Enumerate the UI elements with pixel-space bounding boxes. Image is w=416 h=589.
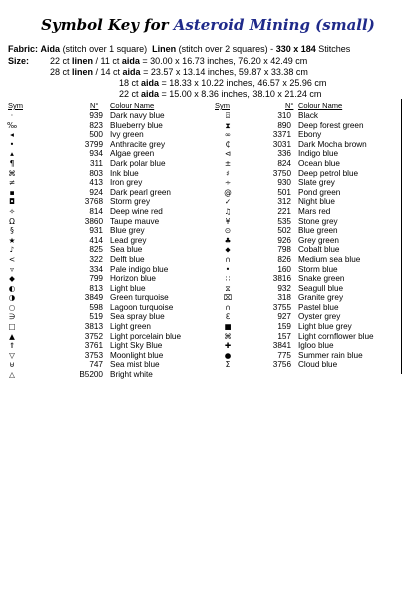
- row-number: 413: [89, 178, 103, 188]
- row-colour-name: Dark polar blue: [110, 158, 166, 168]
- right-symbol-table: [205, 111, 401, 370]
- row-number: 221: [277, 206, 291, 216]
- row-symbol: ∩: [225, 254, 231, 264]
- row-symbol: ◘: [9, 197, 15, 207]
- table-row: [205, 217, 401, 227]
- row-symbol: ✧: [8, 206, 16, 216]
- pattern-name: Asteroid Mining (small): [173, 16, 375, 34]
- table-row: [0, 207, 205, 217]
- row-colour-name: Pastel blue: [298, 302, 339, 312]
- table-row: [0, 169, 205, 179]
- fabric-stitches: 330 x 184: [275, 44, 316, 54]
- size-line-1: [50, 67, 308, 78]
- table-row: [205, 322, 401, 332]
- row-symbol: Σ: [225, 360, 231, 370]
- fabric-stitches-word: Stitches: [318, 44, 351, 54]
- row-number: 322: [89, 254, 103, 264]
- row-symbol: ℇ: [225, 312, 231, 322]
- table-row: [205, 341, 401, 351]
- table-row: [205, 140, 401, 150]
- row-number: 3371: [272, 130, 291, 140]
- row-symbol: ♯: [226, 168, 230, 178]
- table-row: [205, 149, 401, 159]
- row-number: 3756: [272, 360, 291, 370]
- row-symbol: ⌧: [223, 293, 233, 303]
- table-row: [0, 159, 205, 169]
- title-prefix: Symbol Key for: [41, 16, 174, 34]
- row-number: 930: [277, 178, 291, 188]
- size-pre: 22 ct: [119, 89, 142, 99]
- row-colour-name: Indigo blue: [298, 149, 339, 159]
- fabric-aida-note: (stitch over 1 square): [62, 44, 148, 54]
- num-header: N°: [90, 101, 99, 110]
- row-number: 3031: [272, 139, 291, 149]
- row-colour-name: Cobalt blue: [298, 245, 340, 255]
- table-row: [205, 207, 401, 217]
- row-colour-name: Lagoon turquoise: [110, 302, 174, 312]
- row-symbol: ◆: [9, 274, 15, 284]
- row-colour-name: Pale indigo blue: [110, 264, 169, 274]
- row-colour-name: Bright white: [110, 370, 153, 380]
- row-symbol: ∻: [224, 178, 232, 188]
- row-colour-name: Mars red: [298, 206, 331, 216]
- row-symbol: ◑: [8, 293, 16, 303]
- row-colour-name: Granite grey: [298, 293, 344, 303]
- row-number: 799: [89, 274, 103, 284]
- row-symbol: ◂: [10, 130, 14, 140]
- name-header: Colour Name: [110, 101, 155, 110]
- row-symbol: ✚: [224, 341, 232, 351]
- table-row: [205, 332, 401, 342]
- size-label: Size:: [8, 56, 30, 66]
- row-symbol: ∷: [225, 274, 231, 284]
- table-row: [0, 111, 205, 121]
- row-symbol: ⌘: [224, 331, 232, 341]
- size-pre: 18 ct: [119, 78, 142, 88]
- row-colour-name: Medium sea blue: [298, 254, 361, 264]
- row-number: 3816: [272, 274, 291, 284]
- row-number: 3768: [84, 197, 103, 207]
- row-number: 500: [89, 130, 103, 140]
- row-symbol: ¶: [9, 158, 15, 168]
- row-symbol: ✓: [224, 197, 232, 207]
- row-number: 3841: [272, 341, 291, 351]
- row-number: 927: [277, 312, 291, 322]
- row-colour-name: Anthracite grey: [110, 139, 166, 149]
- table-row: [0, 226, 205, 236]
- row-colour-name: Deep forest green: [298, 120, 364, 130]
- table-row: [205, 245, 401, 255]
- row-symbol: ₵: [225, 139, 231, 149]
- size-mid: / 11 ct: [93, 56, 122, 66]
- row-colour-name: Ivy green: [110, 130, 144, 140]
- row-colour-name: Blue grey: [110, 226, 145, 236]
- table-row: [205, 303, 401, 313]
- table-row: [0, 140, 205, 150]
- table-row: [0, 274, 205, 284]
- size-line-0: [8, 56, 307, 67]
- row-colour-name: Deep wine red: [110, 206, 163, 216]
- row-symbol: ◐: [8, 283, 16, 293]
- left-symbol-table: [0, 111, 205, 380]
- row-colour-name: Summer rain blue: [298, 350, 363, 360]
- table-row: [0, 284, 205, 294]
- row-number: 3761: [84, 341, 103, 351]
- row-number: 926: [277, 235, 291, 245]
- row-symbol: ▲: [9, 331, 15, 341]
- row-number: 803: [89, 168, 103, 178]
- row-colour-name: Blue green: [298, 226, 338, 236]
- row-symbol: ‰: [6, 120, 18, 130]
- row-symbol: ≠: [8, 178, 16, 188]
- row-colour-name: Moonlight blue: [110, 350, 164, 360]
- table-row: [205, 360, 401, 370]
- table-row: [205, 236, 401, 246]
- row-symbol: <: [8, 254, 16, 264]
- table-row: [205, 111, 401, 121]
- row-colour-name: Stone grey: [298, 216, 338, 226]
- row-number: 160: [277, 264, 291, 274]
- table-row: [0, 236, 205, 246]
- row-colour-name: Sea mist blue: [110, 360, 160, 370]
- row-symbol: ▿: [10, 264, 14, 274]
- row-number: 826: [277, 254, 291, 264]
- table-row: [0, 303, 205, 313]
- row-number: 931: [89, 226, 103, 236]
- table-row: [0, 293, 205, 303]
- row-number: 3849: [84, 293, 103, 303]
- row-symbol: ⊎: [9, 360, 15, 370]
- table-row: [205, 226, 401, 236]
- row-colour-name: Light green: [110, 322, 151, 332]
- row-symbol: ⊙: [224, 226, 232, 236]
- row-colour-name: Delft blue: [110, 254, 145, 264]
- table-row: [0, 312, 205, 322]
- row-number: 312: [277, 197, 291, 207]
- row-colour-name: Dark navy blue: [110, 111, 165, 120]
- row-colour-name: Slate grey: [298, 178, 335, 188]
- fabric-aida: Aida: [40, 44, 61, 54]
- size-aida: aida: [141, 89, 160, 99]
- row-number: 318: [277, 293, 291, 303]
- row-colour-name: Horizon blue: [110, 274, 156, 284]
- table-row: [0, 130, 205, 140]
- row-symbol: ∞: [224, 130, 232, 140]
- row-colour-name: Blueberry blue: [110, 120, 163, 130]
- name-header: Colour Name: [298, 101, 343, 110]
- row-symbol: ♣: [224, 235, 232, 245]
- row-colour-name: Green turquoise: [110, 293, 169, 303]
- row-symbol: ⊲: [224, 149, 232, 159]
- row-number: 932: [277, 283, 291, 293]
- size-mid: / 14 ct: [93, 67, 123, 77]
- row-colour-name: Dark Mocha brown: [298, 139, 367, 149]
- table-row: [205, 121, 401, 131]
- row-colour-name: Snake green: [298, 274, 345, 284]
- row-colour-name: Pond green: [298, 187, 341, 197]
- row-number: 336: [277, 149, 291, 159]
- row-colour-name: Ocean blue: [298, 158, 340, 168]
- row-colour-name: Sea blue: [110, 245, 143, 255]
- row-colour-name: Lead grey: [110, 235, 147, 245]
- row-symbol: ⌘: [8, 168, 16, 178]
- row-colour-name: Oyster grey: [298, 312, 341, 322]
- size-aida: aida: [122, 67, 141, 77]
- row-colour-name: Dark pearl green: [110, 187, 171, 197]
- table-row: [205, 188, 401, 198]
- row-symbol: □: [8, 322, 16, 332]
- row-symbol: ·: [10, 111, 14, 120]
- fabric-linen: Linen: [152, 44, 177, 54]
- row-number: 775: [277, 350, 291, 360]
- row-symbol: ▴: [10, 149, 14, 159]
- row-number: 823: [89, 120, 103, 130]
- table-row: [205, 284, 401, 294]
- row-number: 159: [277, 322, 291, 332]
- size-dims: = 15.00 x 8.36 inches, 38.10 x 21.24 cm: [159, 89, 322, 99]
- row-colour-name: Light porcelain blue: [110, 331, 182, 341]
- row-number: 798: [277, 245, 291, 255]
- table-row: [0, 197, 205, 207]
- size-linen: linen: [72, 56, 94, 66]
- page-title: [0, 16, 416, 34]
- table-row: [205, 293, 401, 303]
- row-symbol: ♪: [9, 245, 15, 255]
- size-dims: = 30.00 x 16.73 inches, 76.20 x 42.49 cm: [139, 56, 308, 66]
- row-symbol: Ω: [9, 216, 15, 226]
- sym-header: Sym: [215, 101, 230, 110]
- table-row: [205, 351, 401, 361]
- row-symbol: §: [10, 226, 14, 236]
- row-number: 311: [89, 158, 103, 168]
- table-row: [205, 130, 401, 140]
- row-number: B5200: [79, 370, 103, 380]
- table-row: [0, 178, 205, 188]
- row-number: 813: [89, 283, 103, 293]
- row-number: 414: [89, 235, 103, 245]
- row-symbol: ⧗: [225, 120, 231, 130]
- row-symbol: ♫: [224, 206, 232, 216]
- row-symbol: ▪: [9, 187, 15, 197]
- row-colour-name: Sea spray blue: [110, 312, 165, 322]
- table-row: [0, 341, 205, 351]
- row-colour-name: Algae green: [110, 149, 155, 159]
- row-colour-name: Ink blue: [110, 168, 139, 178]
- fabric-label: Fabric:: [8, 44, 39, 54]
- size-line-3: [119, 89, 321, 100]
- row-symbol: △: [9, 370, 15, 380]
- row-number: 519: [89, 312, 103, 322]
- row-number: 3755: [272, 302, 291, 312]
- row-number: 890: [277, 120, 291, 130]
- fabric-line: [8, 44, 350, 55]
- row-number: 310: [277, 111, 291, 120]
- table-row: [205, 159, 401, 169]
- row-colour-name: Cloud blue: [298, 360, 338, 370]
- row-number: 924: [89, 187, 103, 197]
- table-row: [205, 265, 401, 275]
- table-row: [205, 178, 401, 188]
- row-colour-name: Black: [298, 111, 319, 120]
- table-row: [0, 149, 205, 159]
- row-number: 3860: [84, 216, 103, 226]
- table-row: [205, 169, 401, 179]
- sym-header: Sym: [8, 101, 23, 110]
- size-dims: = 18.33 x 10.22 inches, 46.57 x 25.96 cm: [159, 78, 327, 88]
- size-dims: = 23.57 x 13.14 inches, 59.87 x 33.38 cm: [140, 67, 308, 77]
- row-number: 747: [89, 360, 103, 370]
- num-header: N°: [285, 101, 294, 110]
- row-symbol: •: [9, 139, 15, 149]
- row-symbol: @: [224, 187, 232, 197]
- row-number: 3813: [84, 322, 103, 332]
- row-number: 824: [277, 158, 291, 168]
- row-symbol: ⌼: [225, 111, 231, 120]
- row-symbol: ⧖: [225, 283, 231, 293]
- row-number: 157: [277, 331, 291, 341]
- row-symbol: •: [225, 264, 231, 274]
- row-symbol: ■: [224, 322, 232, 332]
- row-colour-name: Light blue grey: [298, 322, 352, 332]
- table-row: [0, 360, 205, 370]
- size-aida: aida: [141, 78, 160, 88]
- table-row: [205, 197, 401, 207]
- row-colour-name: Ebony: [298, 130, 322, 140]
- row-number: 3799: [84, 139, 103, 149]
- row-colour-name: Seagull blue: [298, 283, 344, 293]
- table-row: [0, 245, 205, 255]
- row-symbol: ∩: [225, 302, 231, 312]
- table-row: [0, 188, 205, 198]
- row-symbol: ±: [224, 158, 232, 168]
- row-colour-name: Night blue: [298, 197, 335, 207]
- row-number: 3752: [84, 331, 103, 341]
- row-symbol: ⬥: [225, 245, 231, 255]
- table-row: [205, 255, 401, 265]
- table-row: [0, 265, 205, 275]
- row-symbol: ○: [8, 302, 16, 312]
- row-colour-name: Iron grey: [110, 178, 143, 188]
- row-number: 3753: [84, 350, 103, 360]
- table-row: [0, 121, 205, 131]
- row-number: 502: [277, 226, 291, 236]
- row-number: 814: [89, 206, 103, 216]
- table-row: [0, 322, 205, 332]
- row-symbol: ▽: [9, 350, 15, 360]
- size-line-2: [119, 78, 326, 89]
- row-colour-name: Storm blue: [298, 264, 338, 274]
- table-border: [401, 99, 402, 374]
- size-pre: 28 ct: [50, 67, 73, 77]
- row-number: 501: [277, 187, 291, 197]
- row-number: 535: [277, 216, 291, 226]
- row-colour-name: Deep petrol blue: [298, 168, 359, 178]
- row-colour-name: Light blue: [110, 283, 146, 293]
- table-row: [0, 217, 205, 227]
- fabric-linen-note: (stitch over 2 squares) -: [178, 44, 274, 54]
- row-number: 598: [89, 302, 103, 312]
- row-symbol: ∋: [8, 312, 16, 322]
- table-row: [0, 332, 205, 342]
- size-linen: linen: [72, 67, 94, 77]
- row-colour-name: Light Sky Blue: [110, 341, 163, 351]
- row-symbol: ●: [224, 350, 232, 360]
- row-colour-name: Grey green: [298, 235, 339, 245]
- row-symbol: ★: [8, 235, 16, 245]
- size-aida: aida: [121, 56, 140, 66]
- row-symbol: ⇑: [8, 341, 16, 351]
- size-pre: 22 ct: [50, 56, 73, 66]
- table-row: [0, 370, 205, 380]
- table-row: [0, 351, 205, 361]
- row-number: 334: [89, 264, 103, 274]
- row-symbol: ¥: [225, 216, 231, 226]
- row-colour-name: Storm grey: [110, 197, 151, 207]
- row-colour-name: Light cornflower blue: [298, 331, 374, 341]
- table-row: [0, 255, 205, 265]
- row-number: 825: [89, 245, 103, 255]
- row-number: 939: [89, 111, 103, 120]
- row-colour-name: Taupe mauve: [110, 216, 160, 226]
- row-number: 934: [89, 149, 103, 159]
- row-number: 3750: [272, 168, 291, 178]
- table-row: [205, 312, 401, 322]
- table-row: [205, 274, 401, 284]
- row-colour-name: Igloo blue: [298, 341, 334, 351]
